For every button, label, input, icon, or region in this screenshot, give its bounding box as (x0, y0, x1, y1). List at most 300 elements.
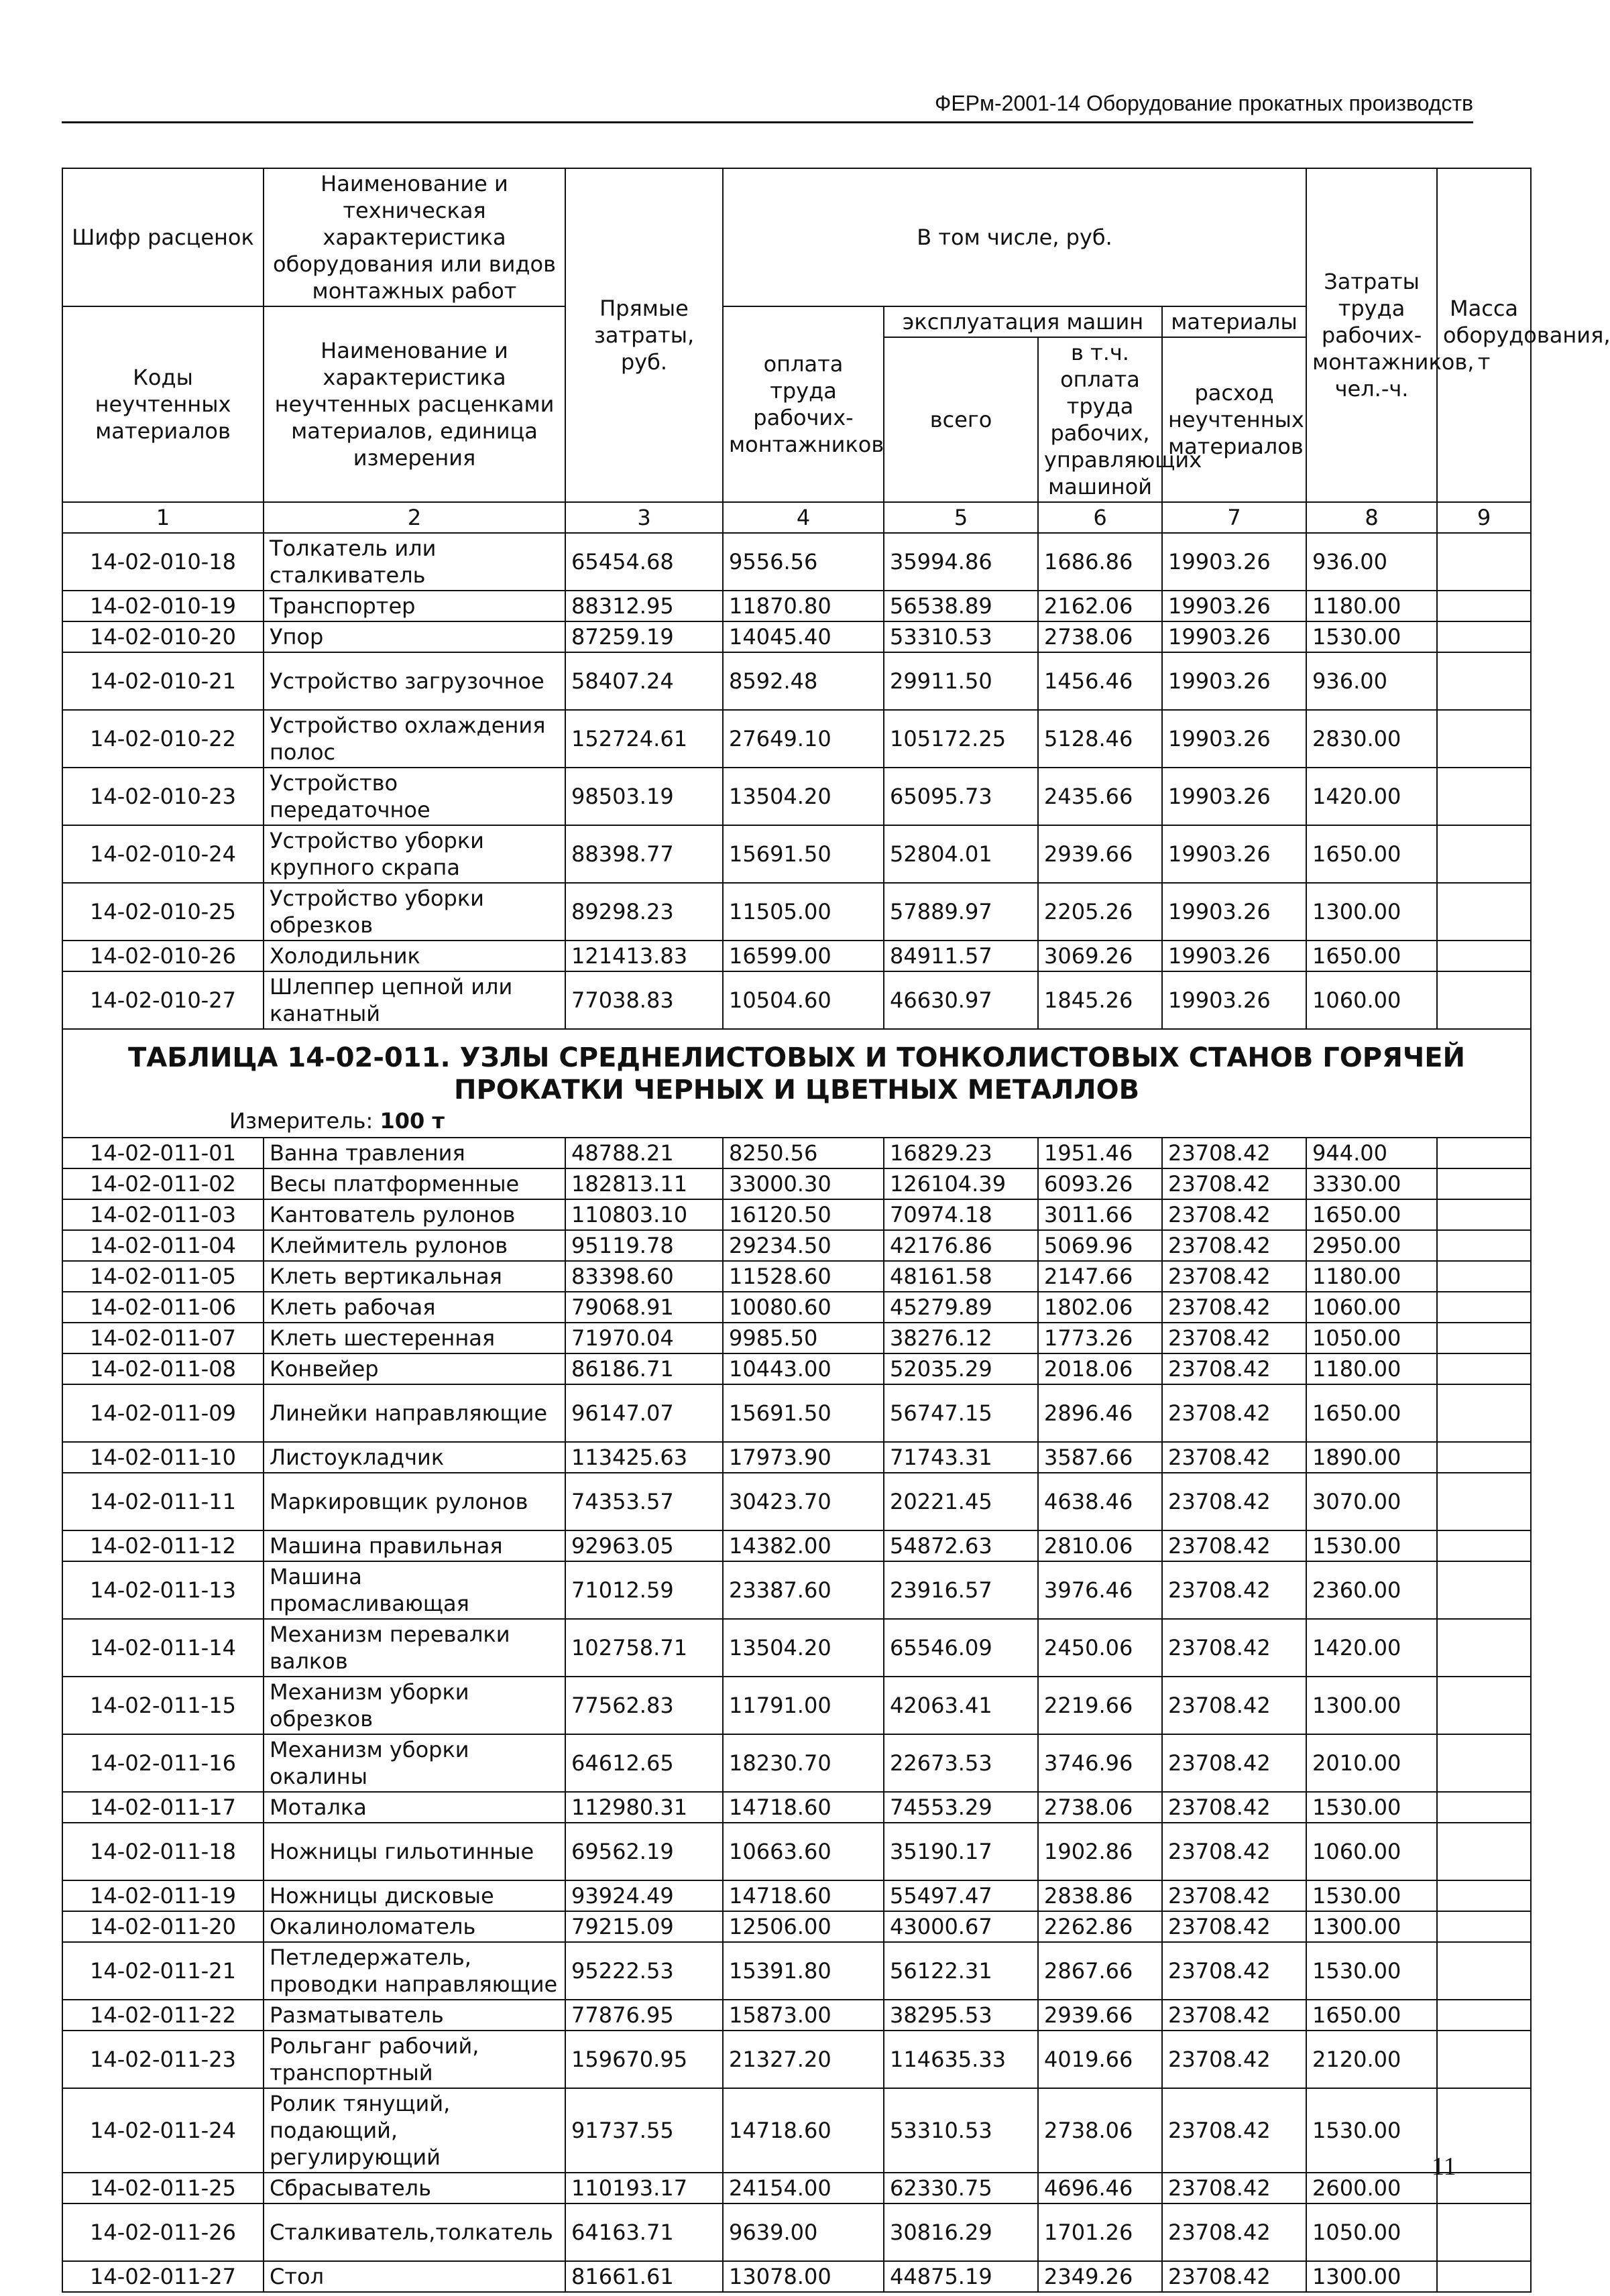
cell-labor-pay: 10443.00 (723, 1353, 884, 1384)
cell-labor-costs: 944.00 (1306, 1138, 1437, 1168)
cell-labor-costs: 1650.00 (1306, 1384, 1437, 1442)
cell-code: 14-02-011-16 (62, 1734, 264, 1792)
cell-labor-costs: 2830.00 (1306, 710, 1437, 768)
cell-code: 14-02-011-14 (62, 1619, 264, 1677)
cell-labor-costs: 1060.00 (1306, 1292, 1437, 1323)
cell-name: Клеть рабочая (264, 1292, 565, 1323)
cell-labor-pay: 17973.90 (723, 1442, 884, 1473)
cell-name: Рольганг рабочий, транспортный (264, 2031, 565, 2088)
cell-materials: 23708.42 (1162, 1442, 1306, 1473)
cell-labor-pay: 16599.00 (723, 941, 884, 971)
table-row (62, 1199, 1531, 1230)
cell-machine-labor: 2219.66 (1038, 1677, 1162, 1734)
cell-machine-labor: 1951.46 (1038, 1138, 1162, 1168)
cell-materials: 23708.42 (1162, 1530, 1306, 1561)
cell-materials: 19903.26 (1162, 825, 1306, 883)
cell-labor-costs: 1180.00 (1306, 591, 1437, 621)
cell-mass (1437, 1199, 1531, 1230)
cell-materials: 23708.42 (1162, 1473, 1306, 1530)
cell-code: 14-02-010-24 (62, 825, 264, 883)
cell-materials: 23708.42 (1162, 1323, 1306, 1353)
cell-code: 14-02-011-24 (62, 2088, 264, 2173)
cell-name: Машина правильная (264, 1530, 565, 1561)
cell-machine-labor: 5069.96 (1038, 1230, 1162, 1261)
cell-labor-pay: 24154.00 (723, 2173, 884, 2203)
cell-mass (1437, 652, 1531, 710)
cell-machine-labor: 1845.26 (1038, 971, 1162, 1029)
cell-direct-costs: 88312.95 (565, 591, 723, 621)
cell-name: Разматыватель (264, 2000, 565, 2031)
cell-machine-labor: 1686.86 (1038, 533, 1162, 591)
cell-name: Сбрасыватель (264, 2173, 565, 2203)
table-row (62, 710, 1531, 768)
cell-machine-labor: 1701.26 (1038, 2203, 1162, 2261)
cell-labor-costs: 3070.00 (1306, 1473, 1437, 1530)
cell-labor-costs: 1300.00 (1306, 883, 1437, 941)
cell-code: 14-02-011-17 (62, 1792, 264, 1823)
header-unaccounted: расход неучтенных материалов (1162, 337, 1306, 502)
cell-materials: 23708.42 (1162, 1384, 1306, 1442)
cell-labor-pay: 10663.60 (723, 1823, 884, 1880)
cell-machine-labor: 2262.86 (1038, 1911, 1162, 1942)
cell-labor-costs: 1180.00 (1306, 1353, 1437, 1384)
cell-machine-total: 56122.31 (884, 1942, 1038, 2000)
column-number: 4 (723, 502, 884, 533)
column-number: 7 (1162, 502, 1306, 533)
cell-labor-costs: 1060.00 (1306, 971, 1437, 1029)
cell-mass (1437, 1734, 1531, 1792)
cell-machine-labor: 5128.46 (1038, 710, 1162, 768)
cell-materials: 19903.26 (1162, 883, 1306, 941)
cell-machine-labor: 2896.46 (1038, 1384, 1162, 1442)
cell-machine-labor: 3976.46 (1038, 1561, 1162, 1619)
table-row (62, 1911, 1531, 1942)
cell-machine-labor: 1456.46 (1038, 652, 1162, 710)
cell-machine-labor: 3069.26 (1038, 941, 1162, 971)
cell-name: Листоукладчик (264, 1442, 565, 1473)
cell-code: 14-02-011-23 (62, 2031, 264, 2088)
table-row (62, 1230, 1531, 1261)
cell-materials: 19903.26 (1162, 710, 1306, 768)
cell-direct-costs: 87259.19 (565, 621, 723, 652)
cell-materials: 23708.42 (1162, 1792, 1306, 1823)
table-row (62, 768, 1531, 825)
cell-labor-costs: 1300.00 (1306, 1911, 1437, 1942)
cell-materials: 23708.42 (1162, 2031, 1306, 2088)
cell-machine-total: 62330.75 (884, 2173, 1038, 2203)
cell-machine-total: 16829.23 (884, 1138, 1038, 1168)
cell-machine-labor: 3011.66 (1038, 1199, 1162, 1230)
table-row (62, 1168, 1531, 1199)
meter-line (68, 1106, 1525, 1136)
table-row (62, 825, 1531, 883)
cell-machine-total: 56538.89 (884, 591, 1038, 621)
cell-labor-pay: 8250.56 (723, 1138, 884, 1168)
cell-direct-costs: 58407.24 (565, 652, 723, 710)
cell-labor-costs: 2600.00 (1306, 2173, 1437, 2203)
cell-direct-costs: 152724.61 (565, 710, 723, 768)
cell-direct-costs: 77876.95 (565, 2000, 723, 2031)
cell-direct-costs: 71012.59 (565, 1561, 723, 1619)
cell-machine-total: 35994.86 (884, 533, 1038, 591)
cell-direct-costs: 83398.60 (565, 1261, 723, 1292)
page-header: ФЕРм-2001-14 Оборудование прокатных производств (62, 91, 1473, 123)
cell-name: Окалиноломатель (264, 1911, 565, 1942)
header-code: Шифр расценок (62, 168, 264, 306)
cell-machine-labor: 2349.26 (1038, 2261, 1162, 2292)
cell-labor-pay: 14045.40 (723, 621, 884, 652)
cell-name: Шлеппер цепной или канатный (264, 971, 565, 1029)
column-number: 9 (1437, 502, 1531, 533)
cell-name: Ванна травления (264, 1138, 565, 1168)
cell-labor-pay: 11870.80 (723, 591, 884, 621)
header-labor-pay: оплата труда рабочих-монтажников (723, 306, 884, 502)
cell-name: Механизм перевалки валков (264, 1619, 565, 1677)
header-including: В том числе, руб. (723, 168, 1306, 306)
cell-materials: 23708.42 (1162, 1230, 1306, 1261)
cell-code: 14-02-011-19 (62, 1880, 264, 1911)
cell-mass (1437, 1880, 1531, 1911)
cell-materials: 23708.42 (1162, 2088, 1306, 2173)
cell-machine-labor: 2147.66 (1038, 1261, 1162, 1292)
cell-machine-total: 57889.97 (884, 883, 1038, 941)
cell-mass (1437, 1911, 1531, 1942)
table-row (62, 1530, 1531, 1561)
cell-direct-costs: 96147.07 (565, 1384, 723, 1442)
header-direct-costs: Прямые затраты, руб. (565, 168, 723, 502)
cell-name: Моталка (264, 1792, 565, 1823)
cell-direct-costs: 79068.91 (565, 1292, 723, 1323)
cell-machine-total: 35190.17 (884, 1823, 1038, 1880)
cell-direct-costs: 95222.53 (565, 1942, 723, 2000)
cell-machine-total: 53310.53 (884, 2088, 1038, 2173)
cell-labor-costs: 1050.00 (1306, 2203, 1437, 2261)
cell-mass (1437, 1384, 1531, 1442)
cell-name: Весы платформенные (264, 1168, 565, 1199)
header-machine-ops: эксплуатация машин (884, 306, 1162, 337)
cell-machine-labor: 4696.46 (1038, 2173, 1162, 2203)
cell-name: Петледержатель, проводки направляющие (264, 1942, 565, 2000)
cell-code: 14-02-011-02 (62, 1168, 264, 1199)
cell-labor-costs: 1530.00 (1306, 2088, 1437, 2173)
cell-name: Толкатель или сталкиватель (264, 533, 565, 591)
cell-machine-total: 44875.19 (884, 2261, 1038, 2292)
cell-machine-labor: 1773.26 (1038, 1323, 1162, 1353)
table-row (62, 1138, 1531, 1168)
cell-name: Клеть шестеренная (264, 1323, 565, 1353)
cell-materials: 23708.42 (1162, 2000, 1306, 2031)
cell-direct-costs: 121413.83 (565, 941, 723, 971)
cell-labor-costs: 1650.00 (1306, 941, 1437, 971)
cell-labor-pay: 14718.60 (723, 1792, 884, 1823)
cell-direct-costs: 159670.95 (565, 2031, 723, 2088)
cell-direct-costs: 77038.83 (565, 971, 723, 1029)
cell-mass (1437, 1473, 1531, 1530)
section-header (62, 1029, 1531, 1138)
cell-direct-costs: 77562.83 (565, 1677, 723, 1734)
cell-machine-labor: 3587.66 (1038, 1442, 1162, 1473)
cell-machine-labor: 2939.66 (1038, 825, 1162, 883)
cell-labor-pay: 15691.50 (723, 1384, 884, 1442)
cell-code: 14-02-010-25 (62, 883, 264, 941)
cell-labor-costs: 2360.00 (1306, 1561, 1437, 1619)
cell-labor-pay: 16120.50 (723, 1199, 884, 1230)
table-row (62, 652, 1531, 710)
cell-name: Транспортер (264, 591, 565, 621)
cell-materials: 23708.42 (1162, 1138, 1306, 1168)
cell-labor-costs: 1530.00 (1306, 621, 1437, 652)
cell-direct-costs: 92963.05 (565, 1530, 723, 1561)
cell-machine-total: 46630.97 (884, 971, 1038, 1029)
page-number: 11 (1432, 2153, 1456, 2181)
cell-labor-costs: 1180.00 (1306, 1261, 1437, 1292)
cell-direct-costs: 89298.23 (565, 883, 723, 941)
cell-code: 14-02-010-26 (62, 941, 264, 971)
cell-labor-pay: 12506.00 (723, 1911, 884, 1942)
cell-labor-costs: 1530.00 (1306, 1942, 1437, 2000)
cell-name: Холодильник (264, 941, 565, 971)
table-row (62, 533, 1531, 591)
table-row (62, 1880, 1531, 1911)
cell-materials: 23708.42 (1162, 2173, 1306, 2203)
table-row (62, 1619, 1531, 1677)
table-row (62, 2203, 1531, 2261)
cell-direct-costs: 74353.57 (565, 1473, 723, 1530)
cell-name: Линейки направляющие (264, 1384, 565, 1442)
cell-name: Маркировщик рулонов (264, 1473, 565, 1530)
cell-mass (1437, 1530, 1531, 1561)
cell-code: 14-02-010-27 (62, 971, 264, 1029)
cell-name: Механизм уборки окалины (264, 1734, 565, 1792)
cell-materials: 19903.26 (1162, 941, 1306, 971)
table-row (62, 1292, 1531, 1323)
cell-machine-total: 105172.25 (884, 710, 1038, 768)
cell-mass (1437, 1619, 1531, 1677)
column-number: 6 (1038, 502, 1162, 533)
cell-name: Ножницы гильотинные (264, 1823, 565, 1880)
cell-code: 14-02-011-13 (62, 1561, 264, 1619)
cell-machine-total: 55497.47 (884, 1880, 1038, 1911)
cell-machine-total: 71743.31 (884, 1442, 1038, 1473)
table-row (62, 1442, 1531, 1473)
cell-mass (1437, 1138, 1531, 1168)
cell-code: 14-02-011-25 (62, 2173, 264, 2203)
cell-machine-total: 65095.73 (884, 768, 1038, 825)
cell-materials: 23708.42 (1162, 1199, 1306, 1230)
cell-machine-labor: 2450.06 (1038, 1619, 1162, 1677)
cell-name: Механизм уборки обрезков (264, 1677, 565, 1734)
table-row (62, 2031, 1531, 2088)
table-row (62, 971, 1531, 1029)
cell-direct-costs: 112980.31 (565, 1792, 723, 1823)
cell-name: Конвейер (264, 1353, 565, 1384)
cell-code: 14-02-011-18 (62, 1823, 264, 1880)
cell-machine-labor: 1802.06 (1038, 1292, 1162, 1323)
cell-code: 14-02-011-04 (62, 1230, 264, 1261)
cell-direct-costs: 88398.77 (565, 825, 723, 883)
cell-labor-pay: 9639.00 (723, 2203, 884, 2261)
cell-code: 14-02-011-09 (62, 1384, 264, 1442)
table-row (62, 941, 1531, 971)
cell-direct-costs: 110803.10 (565, 1199, 723, 1230)
cell-labor-costs: 2010.00 (1306, 1734, 1437, 1792)
table-row (62, 1261, 1531, 1292)
cell-machine-total: 70974.18 (884, 1199, 1038, 1230)
cell-machine-labor: 2738.06 (1038, 2088, 1162, 2173)
table-row (62, 1677, 1531, 1734)
cell-labor-pay: 13504.20 (723, 1619, 884, 1677)
cell-materials: 23708.42 (1162, 1734, 1306, 1792)
cell-machine-labor: 2738.06 (1038, 1792, 1162, 1823)
cell-machine-labor: 2939.66 (1038, 2000, 1162, 2031)
cell-labor-costs: 1300.00 (1306, 1677, 1437, 1734)
cell-machine-total: 74553.29 (884, 1792, 1038, 1823)
cell-labor-costs: 1650.00 (1306, 825, 1437, 883)
cell-code: 14-02-011-27 (62, 2261, 264, 2292)
cell-labor-pay: 9556.56 (723, 533, 884, 591)
cell-materials: 19903.26 (1162, 971, 1306, 1029)
header-mass: Масса оборудования, т (1437, 168, 1531, 502)
table-row (62, 883, 1531, 941)
cell-labor-costs: 1530.00 (1306, 1530, 1437, 1561)
cell-machine-labor: 3746.96 (1038, 1734, 1162, 1792)
cell-machine-labor: 2435.66 (1038, 768, 1162, 825)
cell-labor-pay: 10504.60 (723, 971, 884, 1029)
cell-labor-costs: 2950.00 (1306, 1230, 1437, 1261)
cell-mass (1437, 621, 1531, 652)
cell-direct-costs: 98503.19 (565, 768, 723, 825)
cell-machine-labor: 2810.06 (1038, 1530, 1162, 1561)
cell-code: 14-02-011-03 (62, 1199, 264, 1230)
table-row (62, 1823, 1531, 1880)
cell-machine-total: 114635.33 (884, 2031, 1038, 2088)
cell-direct-costs: 110193.17 (565, 2173, 723, 2203)
column-number: 2 (264, 502, 565, 533)
cell-mass (1437, 591, 1531, 621)
cell-labor-costs: 2120.00 (1306, 2031, 1437, 2088)
cell-labor-pay: 10080.60 (723, 1292, 884, 1323)
cell-mass (1437, 1261, 1531, 1292)
cell-code: 14-02-011-05 (62, 1261, 264, 1292)
table-row (62, 2261, 1531, 2292)
table-row (62, 1384, 1531, 1442)
cell-code: 14-02-011-10 (62, 1442, 264, 1473)
cell-mass (1437, 2203, 1531, 2261)
cell-labor-pay: 29234.50 (723, 1230, 884, 1261)
cell-name: Упор (264, 621, 565, 652)
cell-machine-total: 20221.45 (884, 1473, 1038, 1530)
cell-direct-costs: 79215.09 (565, 1911, 723, 1942)
table-row (62, 2173, 1531, 2203)
cell-materials: 23708.42 (1162, 1942, 1306, 2000)
header-name: Наименование и техническая характеристика оборудования или видов монтажных работ (264, 168, 565, 306)
table-row (62, 1323, 1531, 1353)
cell-direct-costs: 113425.63 (565, 1442, 723, 1473)
cell-name: Устройство передаточное (264, 768, 565, 825)
cell-labor-costs: 1420.00 (1306, 1619, 1437, 1677)
cell-materials: 19903.26 (1162, 652, 1306, 710)
cell-code: 14-02-010-21 (62, 652, 264, 710)
cell-labor-pay: 15391.80 (723, 1942, 884, 2000)
cell-labor-costs: 1650.00 (1306, 2000, 1437, 2031)
cell-code: 14-02-011-12 (62, 1530, 264, 1561)
cell-machine-total: 23916.57 (884, 1561, 1038, 1619)
table-row (62, 1792, 1531, 1823)
cell-labor-costs: 1650.00 (1306, 1199, 1437, 1230)
cell-machine-labor: 2838.86 (1038, 1880, 1162, 1911)
cell-machine-total: 22673.53 (884, 1734, 1038, 1792)
cell-machine-labor: 2018.06 (1038, 1353, 1162, 1384)
cell-mass (1437, 1942, 1531, 2000)
cell-labor-costs: 1050.00 (1306, 1323, 1437, 1353)
column-number: 5 (884, 502, 1038, 533)
cell-mass (1437, 1230, 1531, 1261)
table-row (62, 1561, 1531, 1619)
cell-code: 14-02-011-15 (62, 1677, 264, 1734)
cell-materials: 23708.42 (1162, 2261, 1306, 2292)
table-row (62, 1473, 1531, 1530)
header-name-materials: Наименование и характеристика неучтенных расценками материалов, единица измерения (264, 306, 565, 502)
section-header-row (62, 1029, 1531, 1138)
cell-labor-pay: 11528.60 (723, 1261, 884, 1292)
cell-materials: 23708.42 (1162, 1823, 1306, 1880)
table-row (62, 1734, 1531, 1792)
cell-labor-pay: 14718.60 (723, 2088, 884, 2173)
cell-name: Устройство загрузочное (264, 652, 565, 710)
cell-direct-costs: 69562.19 (565, 1823, 723, 1880)
cell-machine-total: 48161.58 (884, 1261, 1038, 1292)
table-row (62, 1353, 1531, 1384)
header-labor-costs: Затраты труда рабочих-монтажников, чел.-ч. (1306, 168, 1437, 502)
cell-labor-pay: 33000.30 (723, 1168, 884, 1199)
table-row (62, 2000, 1531, 2031)
cell-code: 14-02-011-11 (62, 1473, 264, 1530)
cell-labor-costs: 1300.00 (1306, 2261, 1437, 2292)
cell-mass (1437, 1353, 1531, 1384)
cell-direct-costs: 93924.49 (565, 1880, 723, 1911)
cell-mass (1437, 533, 1531, 591)
cell-materials: 23708.42 (1162, 1619, 1306, 1677)
cell-machine-total: 42176.86 (884, 1230, 1038, 1261)
cell-code: 14-02-010-22 (62, 710, 264, 768)
cell-code: 14-02-011-07 (62, 1323, 264, 1353)
table-row (62, 621, 1531, 652)
cell-mass (1437, 710, 1531, 768)
cell-materials: 23708.42 (1162, 1561, 1306, 1619)
cell-labor-costs: 936.00 (1306, 533, 1437, 591)
cell-materials: 23708.42 (1162, 1168, 1306, 1199)
cell-labor-costs: 1530.00 (1306, 1792, 1437, 1823)
cell-labor-pay: 13078.00 (723, 2261, 884, 2292)
cell-name: Кантователь рулонов (264, 1199, 565, 1230)
cell-name: Устройство уборки обрезков (264, 883, 565, 941)
cell-name: Клеть вертикальная (264, 1261, 565, 1292)
cell-materials: 19903.26 (1162, 621, 1306, 652)
cell-machine-labor: 2205.26 (1038, 883, 1162, 941)
cell-materials: 23708.42 (1162, 1677, 1306, 1734)
cell-labor-pay: 30423.70 (723, 1473, 884, 1530)
header-total: всего (884, 337, 1038, 502)
cell-code: 14-02-011-22 (62, 2000, 264, 2031)
cell-code: 14-02-011-21 (62, 1942, 264, 2000)
cell-machine-total: 126104.39 (884, 1168, 1038, 1199)
cell-direct-costs: 182813.11 (565, 1168, 723, 1199)
cell-labor-costs: 1060.00 (1306, 1823, 1437, 1880)
cell-labor-pay: 8592.48 (723, 652, 884, 710)
cell-direct-costs: 48788.21 (565, 1138, 723, 1168)
cell-materials: 23708.42 (1162, 1911, 1306, 1942)
cell-labor-pay: 9985.50 (723, 1323, 884, 1353)
